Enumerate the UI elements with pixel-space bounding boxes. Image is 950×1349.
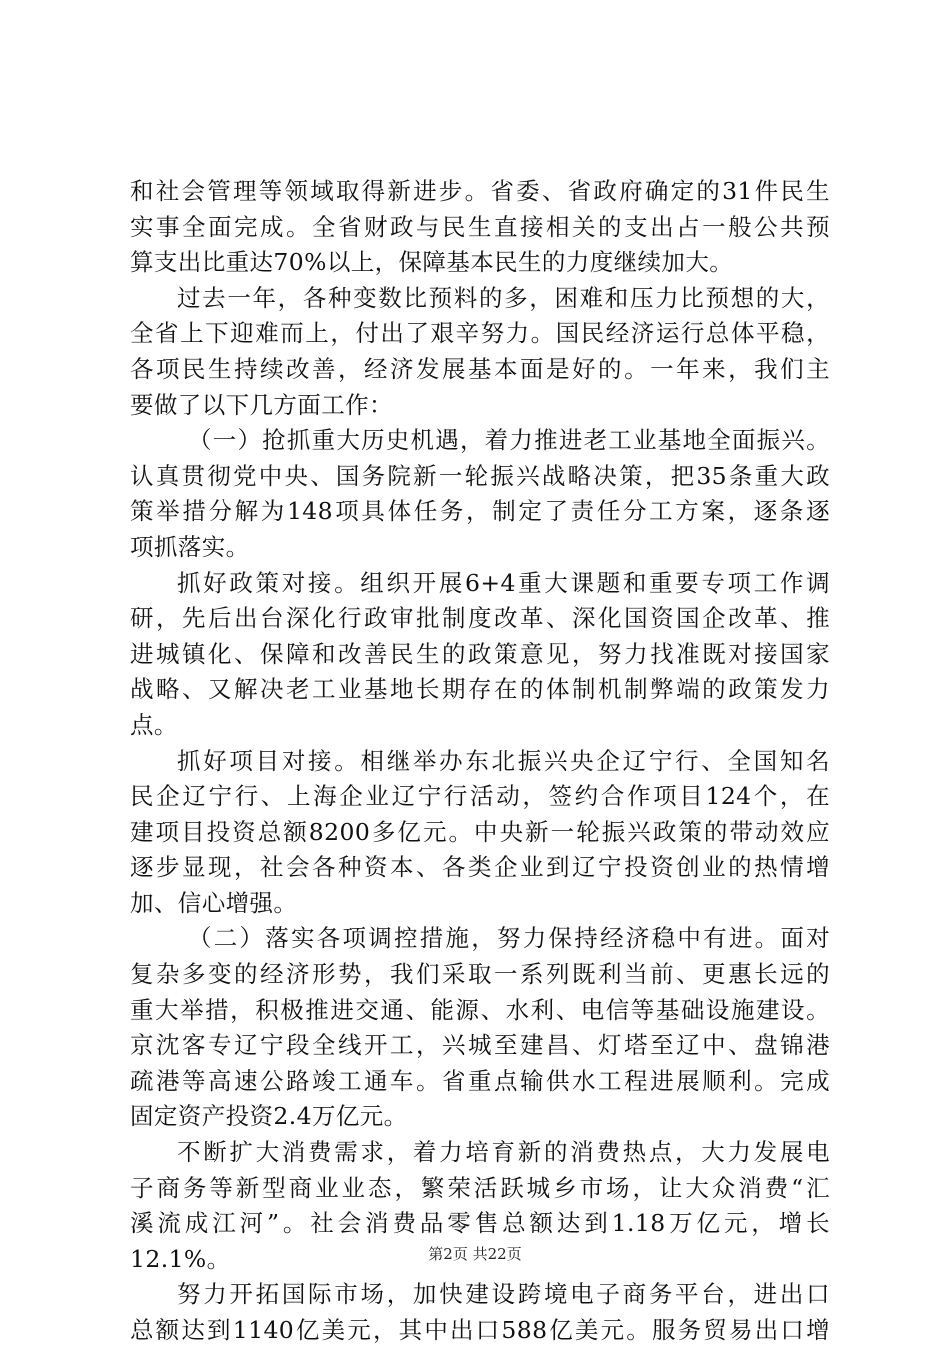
text-line: 逐步显现，社会各种资本、各类企业到辽宁投资创业的热情增 xyxy=(130,853,830,882)
text-line: 12.1%。 xyxy=(130,1244,231,1273)
text-line: 研，先后出台深化行政审批制度改革、深化国资国企改革、推 xyxy=(130,604,830,633)
section-heading-line: （二）落实各项调控措施，努力保持经济稳中有进。面对 xyxy=(188,924,830,953)
text-line: 算支出比重达70%以上，保障基本民生的力度继续加大。 xyxy=(130,248,734,277)
text-line: 策举措分解为148项具体任务，制定了责任分工方案，逐条逐 xyxy=(130,497,830,526)
text-line: 总额达到1140亿美元，其中出口588亿美元。服务贸易出口增 xyxy=(130,1316,830,1344)
text-line: 重大举措，积极推进交通、能源、水利、电信等基础设施建设。 xyxy=(130,995,830,1024)
text-line: 各项民生持续改善，经济发展基本面是好的。一年来，我们主 xyxy=(130,354,830,383)
text-line: 认真贯彻党中央、国务院新一轮振兴战略决策，把35条重大政 xyxy=(130,461,830,490)
section-heading-line: （一）抢抓重大历史机遇，着力推进老工业基地全面振兴。 xyxy=(188,426,830,455)
text-line: 加、信心增强。 xyxy=(130,888,298,917)
text-line: 过去一年，各种变数比预料的多，困难和压力比预想的大， xyxy=(177,283,830,312)
text-line: 抓好政策对接。组织开展6+4重大课题和重要专项工作调 xyxy=(177,568,830,597)
text-line: 点。 xyxy=(130,710,178,739)
text-line: 民企辽宁行、上海企业辽宁行活动，签约合作项目124个，在 xyxy=(130,782,830,811)
document-body xyxy=(130,174,830,1349)
text-line: 进城镇化、保障和改善民生的政策意见，努力找准既对接国家 xyxy=(130,639,830,668)
text-line: 疏港等高速公路竣工通车。省重点输供水工程进展顺利。完成 xyxy=(130,1066,830,1095)
text-line: 不断扩大消费需求，着力培育新的消费热点，大力发展电 xyxy=(177,1138,830,1167)
page-number-footer: 第2页 共22页 xyxy=(428,1245,522,1263)
text-line: 抓好项目对接。相继举办东北振兴央企辽宁行、全国知名 xyxy=(177,746,830,775)
text-line: 和社会管理等领域取得新进步。省委、省政府确定的31件民生 xyxy=(130,177,830,205)
text-line: 全省上下迎难而上，付出了艰辛努力。国民经济运行总体平稳， xyxy=(130,319,830,348)
text-line: 子商务等新型商业业态，繁荣活跃城乡市场，让大众消费“汇 xyxy=(130,1173,830,1202)
text-line: 实事全面完成。全省财政与民生直接相关的支出占一般公共预 xyxy=(130,212,830,241)
text-line: 战略、又解决老工业基地长期存在的体制机制弊端的政策发力 xyxy=(130,675,830,704)
text-line: 溪流成江河”。社会消费品零售总额达到1.18万亿元，增长 xyxy=(130,1209,830,1238)
text-line: 建项目投资总额8200多亿元。中央新一轮振兴政策的带动效应 xyxy=(130,817,830,846)
text-line: 复杂多变的经济形势，我们采取一系列既利当前、更惠长远的 xyxy=(130,960,830,989)
text-line: 努力开拓国际市场，加快建设跨境电子商务平台，进出口 xyxy=(177,1280,830,1309)
text-line: 固定资产投资2.4万亿元。 xyxy=(130,1102,408,1131)
text-line: 京沈客专辽宁段全线开工，兴城至建昌、灯塔至辽中、盘锦港 xyxy=(130,1031,830,1060)
text-line: 要做了以下几方面工作： xyxy=(130,390,393,419)
text-line: 项抓落实。 xyxy=(130,532,250,561)
